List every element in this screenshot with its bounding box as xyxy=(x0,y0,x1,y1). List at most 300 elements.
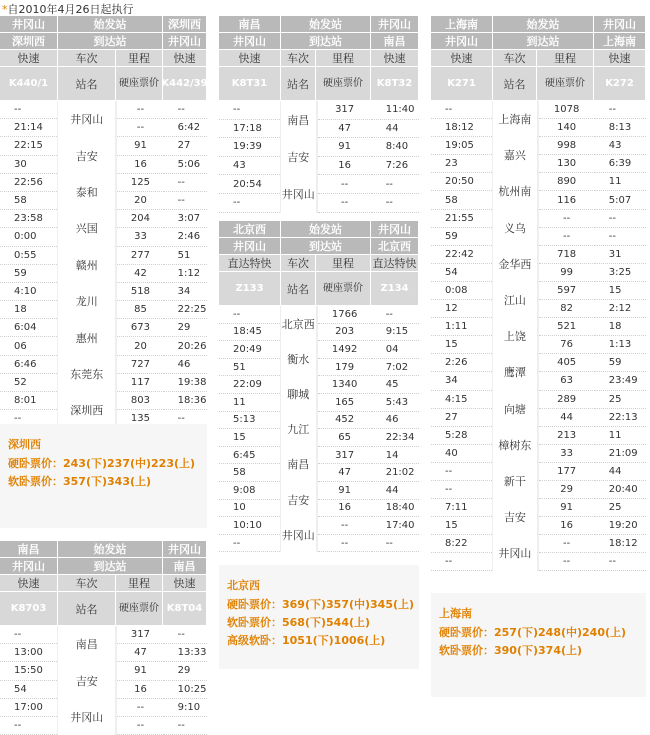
departure-time: 20:50 xyxy=(431,173,492,191)
origin-cell: 南昌 xyxy=(0,541,58,558)
destination-cell: 到达站 xyxy=(281,33,371,50)
return-time: 22:13 xyxy=(595,409,646,427)
return-time: 18 xyxy=(595,318,646,336)
destination-row xyxy=(219,33,419,50)
train-number-down: K271 xyxy=(431,67,493,101)
mileage-fare: 317 xyxy=(318,447,372,465)
train-number-up: K8T32 xyxy=(371,67,419,101)
departure-time-column xyxy=(0,626,57,735)
mileage-fare: 521 xyxy=(539,318,595,336)
mileage-fare: -- xyxy=(539,553,595,571)
origin-row xyxy=(219,16,419,33)
return-time: 15 xyxy=(595,282,646,300)
departure-time: 34 xyxy=(431,372,492,390)
station-name: 义乌 xyxy=(503,221,526,235)
train-number-row xyxy=(0,67,207,101)
timetable-body xyxy=(431,101,646,571)
departure-time: 8:22 xyxy=(431,535,492,553)
station-name: 南昌 xyxy=(287,113,310,127)
station-name: 井冈山 xyxy=(281,187,315,201)
departure-time: 17:00 xyxy=(0,699,57,717)
train-type-cell: 里程 xyxy=(537,50,594,67)
departure-time: 22:42 xyxy=(431,246,492,264)
return-time: 44 xyxy=(595,463,646,481)
fare-header: 硬座票价 xyxy=(537,67,594,101)
train-type-cell: 快速 xyxy=(431,50,493,67)
departure-time: 58 xyxy=(219,464,280,482)
train-type-cell: 车次 xyxy=(281,50,316,67)
departure-time: -- xyxy=(219,306,280,324)
departure-time: 5:13 xyxy=(219,412,280,430)
departure-time: -- xyxy=(0,626,57,644)
departure-time: 54 xyxy=(431,264,492,282)
return-time: 31 xyxy=(595,246,646,264)
departure-time: 54 xyxy=(0,681,57,699)
departure-time: 9:08 xyxy=(219,482,280,500)
origin-cell: 深圳西 xyxy=(163,16,207,33)
return-time-column xyxy=(595,101,646,571)
station-name: 东莞东 xyxy=(70,367,104,381)
fare-header: 硬座票价 xyxy=(316,272,371,306)
departure-time: 10:10 xyxy=(219,517,280,535)
departure-time: -- xyxy=(431,101,492,119)
train-type-cell: 直达特快 xyxy=(371,255,419,272)
station-name: 樟树东 xyxy=(498,438,532,452)
return-time: -- xyxy=(164,174,207,192)
mileage-fare: -- xyxy=(539,210,595,228)
fare-header: 硬座票价 xyxy=(116,592,163,626)
station-name: 井冈山 xyxy=(70,710,104,724)
station-header: 站名 xyxy=(58,592,116,626)
return-time: 51 xyxy=(164,247,207,265)
return-time: 04 xyxy=(372,341,419,359)
mileage-fare: 317 xyxy=(318,101,372,120)
timetable-shanghai xyxy=(431,16,646,571)
return-time: 27 xyxy=(164,137,207,155)
train-number-row xyxy=(219,272,419,306)
fare-box-beijing xyxy=(219,565,419,669)
departure-time: 18:45 xyxy=(219,324,280,342)
mileage-fare: 203 xyxy=(318,324,372,342)
departure-time: 6:46 xyxy=(0,356,57,374)
return-time: 44 xyxy=(372,120,419,139)
return-time: 45 xyxy=(372,376,419,394)
departure-time: 23:58 xyxy=(0,210,57,228)
mileage-fare: 405 xyxy=(539,354,595,372)
station-name: 泰和 xyxy=(75,185,98,199)
origin-cell: 井冈山 xyxy=(371,221,419,238)
train-number-row xyxy=(0,592,207,626)
return-time: 1:13 xyxy=(595,336,646,354)
departure-time: 21:55 xyxy=(431,210,492,228)
train-type-row xyxy=(0,50,207,67)
return-time: 46 xyxy=(164,356,207,374)
train-type-cell: 车次 xyxy=(58,575,116,592)
mileage-fare: 91 xyxy=(117,137,163,155)
destination-cell: 深圳西 xyxy=(0,33,58,50)
mileage-fare: 130 xyxy=(539,155,595,173)
station-name: 南昌 xyxy=(287,458,310,472)
return-time: 9:10 xyxy=(164,699,207,717)
mileage-fare: 47 xyxy=(117,644,163,662)
departure-time: 7:11 xyxy=(431,499,492,517)
train-number-up: K442/39 xyxy=(163,67,207,101)
mileage-fare: 597 xyxy=(539,282,595,300)
station-name: 井冈山 xyxy=(70,113,104,127)
destination-cell: 井冈山 xyxy=(0,558,58,575)
return-time: 11 xyxy=(595,173,646,191)
departure-time: -- xyxy=(0,717,57,735)
departure-time: 5:28 xyxy=(431,427,492,445)
departure-time: 15 xyxy=(431,517,492,535)
return-time: -- xyxy=(372,194,419,213)
train-number-row xyxy=(431,67,646,101)
departure-time: 0:08 xyxy=(431,282,492,300)
destination-cell: 到达站 xyxy=(58,33,163,50)
departure-time-column xyxy=(0,101,57,429)
train-number-down: K8703 xyxy=(0,592,58,626)
origin-cell: 井冈山 xyxy=(594,16,646,33)
mileage-fare: 803 xyxy=(117,392,163,410)
mileage-fare: 91 xyxy=(117,662,163,680)
origin-cell: 上海南 xyxy=(431,16,493,33)
origin-cell: 井冈山 xyxy=(163,541,207,558)
mileage-fare-column xyxy=(317,306,372,552)
departure-time: 22:09 xyxy=(219,376,280,394)
train-type-cell: 里程 xyxy=(116,50,163,67)
mileage-fare: 63 xyxy=(539,372,595,390)
train-type-cell: 车次 xyxy=(281,255,316,272)
timetable-body xyxy=(219,306,419,552)
origin-cell: 井冈山 xyxy=(0,16,58,33)
fare-line: 硬卧票价：243(下)237(中)223(上) xyxy=(8,457,196,470)
return-time: 20:26 xyxy=(164,337,207,355)
departure-time: 19:39 xyxy=(219,138,280,157)
fare-header: 硬座票价 xyxy=(316,67,371,101)
origin-row xyxy=(431,16,646,33)
station-name: 吉安 xyxy=(75,149,98,163)
departure-time: -- xyxy=(0,101,57,119)
return-time: 5:06 xyxy=(164,156,207,174)
return-time-column xyxy=(372,101,419,213)
return-time: 29 xyxy=(164,662,207,680)
departure-time: 19:05 xyxy=(431,137,492,155)
timetable-nanchang-k8t31 xyxy=(219,16,419,213)
departure-time: 15:50 xyxy=(0,662,57,680)
destination-row xyxy=(0,558,207,575)
return-time: -- xyxy=(595,101,646,119)
mileage-fare: -- xyxy=(318,194,372,213)
station-name: 嘉兴 xyxy=(503,149,526,163)
return-time: 6:39 xyxy=(595,155,646,173)
station-name: 九江 xyxy=(287,423,310,437)
mileage-fare: 116 xyxy=(539,191,595,209)
train-type-cell: 快速 xyxy=(219,50,281,67)
fare-line: 软卧票价：568(下)544(上) xyxy=(227,616,371,629)
mileage-fare: 317 xyxy=(117,626,163,644)
return-time: 7:02 xyxy=(372,359,419,377)
mileage-fare: 277 xyxy=(117,247,163,265)
train-type-cell: 里程 xyxy=(116,575,163,592)
fare-station-name: 深圳西 xyxy=(8,438,41,451)
timetable-body xyxy=(0,101,207,429)
mileage-fare: 1078 xyxy=(539,101,595,119)
return-time: 18:36 xyxy=(164,392,207,410)
station-name: 向塘 xyxy=(503,402,526,416)
return-time: 46 xyxy=(372,412,419,430)
return-time: 25 xyxy=(595,391,646,409)
destination-cell: 到达站 xyxy=(281,238,371,255)
destination-cell: 北京西 xyxy=(371,238,419,255)
mileage-fare: 16 xyxy=(539,517,595,535)
return-time: 7:26 xyxy=(372,157,419,176)
fare-line: 软卧票价：357(下)343(上) xyxy=(8,475,152,488)
departure-time: 21:14 xyxy=(0,119,57,137)
mileage-fare: -- xyxy=(318,517,372,535)
return-time: 3:07 xyxy=(164,210,207,228)
mileage-fare: 76 xyxy=(539,336,595,354)
return-time: -- xyxy=(595,210,646,228)
departure-time: -- xyxy=(431,463,492,481)
train-type-row xyxy=(219,50,419,67)
mileage-fare: 20 xyxy=(117,337,163,355)
timetable-nanchang-k8703 xyxy=(0,541,207,735)
train-type-row xyxy=(219,255,419,272)
departure-time: 8:01 xyxy=(0,392,57,410)
mileage-fare: 998 xyxy=(539,137,595,155)
fare-line: 硬卧票价：257(下)248(中)240(上) xyxy=(439,626,627,639)
train-type-row xyxy=(431,50,646,67)
train-type-cell: 快速 xyxy=(163,50,207,67)
return-time: 11:40 xyxy=(372,101,419,120)
station-name: 兴国 xyxy=(75,222,98,236)
return-time: 9:15 xyxy=(372,324,419,342)
train-number-up: K8T04 xyxy=(163,592,207,626)
station-name: 南昌 xyxy=(75,638,98,652)
origin-cell: 始发站 xyxy=(281,16,371,33)
fare-header: 硬座票价 xyxy=(116,67,163,101)
train-type-cell: 快速 xyxy=(163,575,207,592)
return-time: 18:12 xyxy=(595,535,646,553)
train-type-cell: 快速 xyxy=(594,50,646,67)
return-time: 59 xyxy=(595,354,646,372)
station-name: 北京西 xyxy=(281,317,315,331)
mileage-fare: 20 xyxy=(117,192,163,210)
station-name: 吉安 xyxy=(287,150,310,164)
mileage-fare: 518 xyxy=(117,283,163,301)
mileage-fare: 91 xyxy=(318,138,372,157)
mileage-fare: 673 xyxy=(117,319,163,337)
return-time: 20:40 xyxy=(595,481,646,499)
departure-time: 59 xyxy=(431,228,492,246)
train-number-up: K272 xyxy=(594,67,646,101)
station-name: 衡水 xyxy=(287,352,310,366)
station-name: 惠州 xyxy=(75,331,98,345)
return-time: -- xyxy=(595,553,646,571)
departure-time: 11 xyxy=(219,394,280,412)
origin-cell: 南昌 xyxy=(219,16,281,33)
mileage-fare: 16 xyxy=(318,500,372,518)
mileage-fare: 727 xyxy=(117,356,163,374)
origin-cell: 始发站 xyxy=(493,16,594,33)
fare-line: 硬卧票价：369(下)357(中)345(上) xyxy=(227,598,415,611)
return-time: 1:12 xyxy=(164,265,207,283)
destination-cell: 南昌 xyxy=(371,33,419,50)
fare-box-shenzhen xyxy=(0,424,207,528)
departure-time: 0:00 xyxy=(0,228,57,246)
station-name: 龙川 xyxy=(75,295,98,309)
departure-time: 30 xyxy=(0,156,57,174)
train-type-cell: 直达特快 xyxy=(219,255,281,272)
return-time: 2:12 xyxy=(595,300,646,318)
note-text: 自2010年4月26日起执行 xyxy=(7,3,134,16)
station-name: 江山 xyxy=(503,294,526,308)
return-time-column xyxy=(164,626,207,735)
origin-cell: 井冈山 xyxy=(371,16,419,33)
return-time: 22:25 xyxy=(164,301,207,319)
departure-time: 6:45 xyxy=(219,447,280,465)
return-time: 19:38 xyxy=(164,374,207,392)
station-name: 上海南 xyxy=(498,113,532,127)
return-time: 11 xyxy=(595,427,646,445)
departure-time: 18 xyxy=(0,301,57,319)
train-number-down: K440/1 xyxy=(0,67,58,101)
departure-time: 13:00 xyxy=(0,644,57,662)
departure-time: 12 xyxy=(431,300,492,318)
station-name: 鹰潭 xyxy=(503,366,526,380)
train-type-cell: 里程 xyxy=(316,255,371,272)
station-name: 赣州 xyxy=(75,258,98,272)
departure-time: 6:04 xyxy=(0,319,57,337)
mileage-fare: 47 xyxy=(318,120,372,139)
timetable-shenzhen xyxy=(0,16,207,429)
origin-row xyxy=(219,221,419,238)
mileage-fare-column xyxy=(116,626,163,735)
station-name: 杭州南 xyxy=(498,185,532,199)
departure-time: 59 xyxy=(0,265,57,283)
departure-time: -- xyxy=(219,535,280,553)
departure-time: -- xyxy=(219,194,280,213)
mileage-fare: 91 xyxy=(539,499,595,517)
origin-row xyxy=(0,16,207,33)
return-time: 2:46 xyxy=(164,228,207,246)
station-name: 吉安 xyxy=(503,511,526,525)
departure-time: -- xyxy=(0,410,57,428)
return-time: 43 xyxy=(595,137,646,155)
return-time: -- xyxy=(164,192,207,210)
train-type-cell: 车次 xyxy=(58,50,116,67)
departure-time: 0:55 xyxy=(0,247,57,265)
mileage-fare: 165 xyxy=(318,394,372,412)
return-time: -- xyxy=(372,175,419,194)
return-time: 10:25 xyxy=(164,681,207,699)
mileage-fare: 718 xyxy=(539,246,595,264)
mileage-fare: 140 xyxy=(539,119,595,137)
station-header: 站名 xyxy=(58,67,116,101)
mileage-fare: 44 xyxy=(539,409,595,427)
mileage-fare: 29 xyxy=(539,481,595,499)
mileage-fare: 16 xyxy=(318,157,372,176)
mileage-fare: 125 xyxy=(117,174,163,192)
station-name: 金华西 xyxy=(498,257,532,271)
return-time: 21:09 xyxy=(595,445,646,463)
departure-time: 23 xyxy=(431,155,492,173)
departure-time: 58 xyxy=(0,192,57,210)
return-time: -- xyxy=(164,717,207,735)
timetable-body xyxy=(219,101,419,213)
effective-date-note xyxy=(2,1,134,17)
train-type-cell: 快速 xyxy=(0,575,58,592)
station-name: 聊城 xyxy=(287,387,310,401)
return-time: 23:49 xyxy=(595,372,646,390)
mileage-fare: 16 xyxy=(117,681,163,699)
mileage-fare: -- xyxy=(117,119,163,137)
mileage-fare: 213 xyxy=(539,427,595,445)
mileage-fare: 890 xyxy=(539,173,595,191)
mileage-fare: -- xyxy=(318,535,372,553)
return-time: 8:40 xyxy=(372,138,419,157)
return-time: 34 xyxy=(164,283,207,301)
return-time: 44 xyxy=(372,482,419,500)
return-time: 5:07 xyxy=(595,191,646,209)
station-name-column xyxy=(492,101,537,571)
fare-box-shanghai xyxy=(431,593,646,697)
mileage-fare-column xyxy=(116,101,163,429)
return-time: 6:42 xyxy=(164,119,207,137)
destination-cell: 南昌 xyxy=(163,558,207,575)
mileage-fare: 1766 xyxy=(318,306,372,324)
station-name: 井冈山 xyxy=(498,547,532,561)
mileage-fare: 179 xyxy=(318,359,372,377)
timetable-body xyxy=(0,626,207,735)
mileage-fare: 16 xyxy=(117,156,163,174)
return-time: -- xyxy=(372,306,419,324)
return-time: 8:13 xyxy=(595,119,646,137)
destination-row xyxy=(219,238,419,255)
departure-time: 40 xyxy=(431,445,492,463)
train-type-cell: 里程 xyxy=(316,50,371,67)
departure-time: 22:15 xyxy=(0,137,57,155)
origin-cell: 始发站 xyxy=(58,16,163,33)
mileage-fare: 65 xyxy=(318,429,372,447)
return-time: 5:43 xyxy=(372,394,419,412)
station-header: 站名 xyxy=(281,67,316,101)
mileage-fare-column xyxy=(317,101,372,213)
mileage-fare: 452 xyxy=(318,412,372,430)
mileage-fare: 47 xyxy=(318,464,372,482)
timetable-beijing xyxy=(219,221,419,552)
departure-time: 1:11 xyxy=(431,318,492,336)
origin-cell: 始发站 xyxy=(58,541,163,558)
destination-cell: 井冈山 xyxy=(431,33,493,50)
station-header: 站名 xyxy=(493,67,537,101)
return-time: 29 xyxy=(164,319,207,337)
departure-time: 27 xyxy=(431,409,492,427)
departure-time: 58 xyxy=(431,191,492,209)
train-number-down: Z133 xyxy=(219,272,281,306)
mileage-fare: -- xyxy=(318,175,372,194)
departure-time: 06 xyxy=(0,337,57,355)
note-star: * xyxy=(2,3,8,16)
station-name: 井冈山 xyxy=(281,528,315,542)
departure-time: 52 xyxy=(0,374,57,392)
departure-time: 43 xyxy=(219,157,280,176)
mileage-fare: 91 xyxy=(318,482,372,500)
mileage-fare: 289 xyxy=(539,391,595,409)
destination-cell: 到达站 xyxy=(493,33,594,50)
train-type-cell: 车次 xyxy=(493,50,537,67)
fare-line: 软卧票价：390(下)374(上) xyxy=(439,644,583,657)
